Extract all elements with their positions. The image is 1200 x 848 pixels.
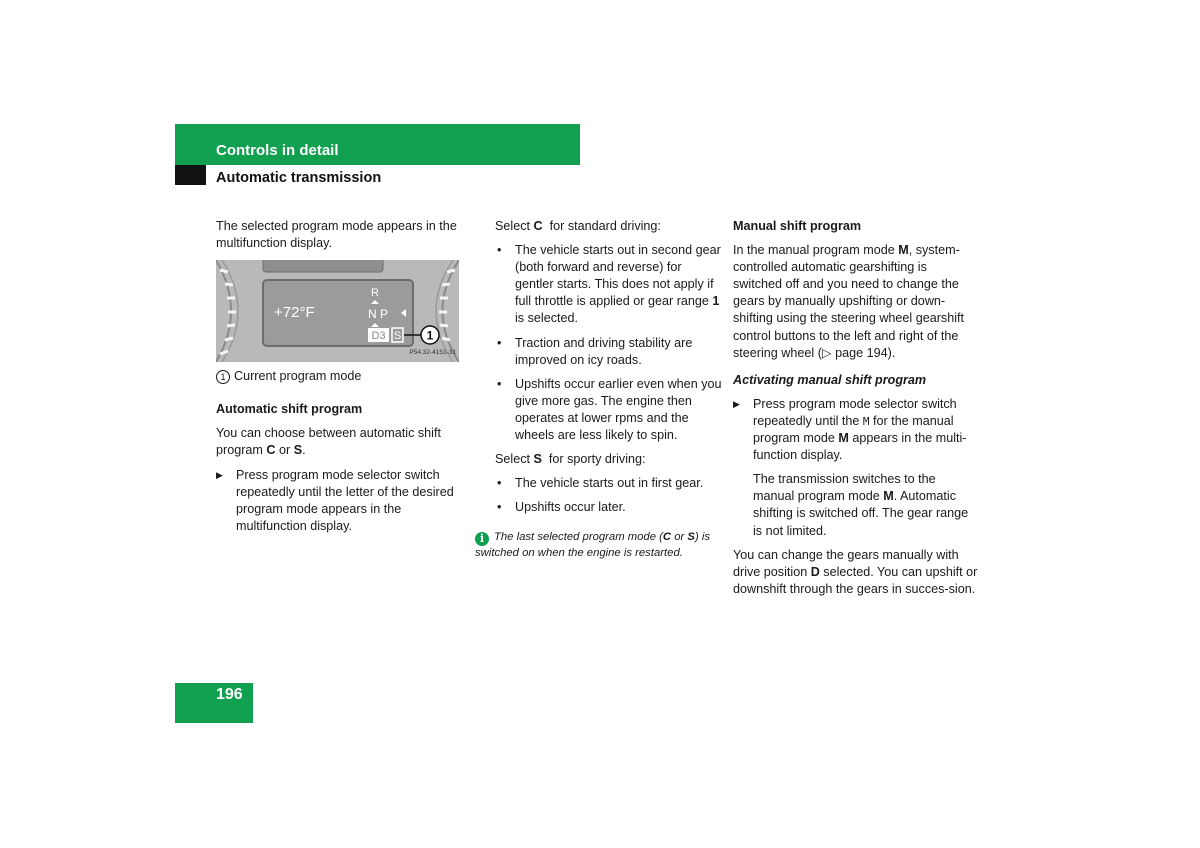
text-span: or bbox=[671, 531, 688, 544]
instruction-step bbox=[733, 396, 978, 464]
text-span: Select bbox=[495, 219, 534, 233]
list-item bbox=[495, 242, 723, 327]
figure-code: P54.32-4151-31 bbox=[409, 349, 456, 357]
drive-position-d: D bbox=[810, 564, 820, 579]
page-number: 196 bbox=[216, 686, 243, 703]
list-item bbox=[495, 475, 723, 492]
intro-paragraph: The selected program mode appears in the multifunction display. bbox=[216, 219, 457, 251]
text-span: selected. You can upshift or downshift through the gears in succes-sion. bbox=[733, 564, 978, 596]
caption-number: 1 bbox=[216, 370, 230, 384]
text-span: for the manual program mode bbox=[753, 413, 954, 446]
info-note bbox=[475, 530, 725, 561]
list-item bbox=[495, 335, 723, 369]
text-span: You can change the gears manually with drive position bbox=[733, 547, 959, 579]
list-item bbox=[495, 376, 723, 444]
gear-range-1: 1 bbox=[712, 294, 720, 309]
manual-gears-paragraph bbox=[733, 547, 978, 598]
text-span: The vehicle starts out in second gear (both forward and reverse) for gentler starts. This does not apply if full throttle is applied or gear range bbox=[515, 243, 721, 309]
activating-manual-heading: Activating manual shift program bbox=[733, 372, 927, 387]
section-subtitle: Automatic transmission bbox=[216, 170, 382, 186]
program-s: S bbox=[687, 531, 695, 544]
text-span: The vehicle starts out in first gear. bbox=[515, 476, 704, 491]
step-text: Press program mode selector switch repeatedly until the letter of the desired program mode appears in the multifunction display. bbox=[236, 467, 454, 533]
figure-caption bbox=[216, 368, 461, 385]
text-span: appears in the multi-function display. bbox=[753, 431, 967, 463]
program-s: S bbox=[293, 443, 303, 458]
program-m: M bbox=[883, 489, 894, 504]
text-span: ). bbox=[887, 345, 896, 360]
program-mode-letter: S bbox=[393, 330, 402, 343]
gear-range-label: D3 bbox=[371, 330, 386, 343]
step-arrow-icon: ▶ bbox=[216, 469, 223, 480]
text-span: or bbox=[275, 443, 294, 458]
section-title: Controls in detail bbox=[216, 142, 339, 159]
bullet-icon: • bbox=[497, 335, 502, 350]
text-span: The transmission switches to the manual program mode bbox=[753, 472, 936, 504]
text-span: Upshifts occur earlier even when you give more gas. The engine then operates at lower rpms and the wheels are less likely to spin. bbox=[515, 376, 722, 443]
program-m: M bbox=[838, 431, 849, 446]
text-span: Traction and driving stability are improved on icy roads. bbox=[515, 335, 693, 367]
program-c: C bbox=[662, 531, 672, 544]
text-span: is selected. bbox=[515, 311, 578, 326]
manual-shift-paragraph bbox=[733, 242, 978, 362]
page-reference: ▷ page 194 bbox=[821, 345, 888, 360]
caption-text: Current program mode bbox=[234, 369, 362, 384]
program-c: C bbox=[266, 443, 276, 458]
text-span: In the manual program mode bbox=[733, 243, 899, 258]
automatic-shift-heading: Automatic shift program bbox=[216, 402, 363, 417]
column-1 bbox=[216, 218, 461, 542]
temperature-readout: +72°F bbox=[274, 304, 315, 322]
manual-shift-heading: Manual shift program bbox=[733, 219, 862, 233]
header-marker bbox=[175, 165, 206, 185]
step-result bbox=[733, 471, 978, 539]
program-c: C bbox=[533, 219, 543, 233]
text-span: . Automatic shifting is switched off. The gear range is not limited. bbox=[753, 489, 969, 538]
text-span: Press program mode selector switch repeatedly until the bbox=[753, 396, 957, 428]
bullet-icon: • bbox=[497, 476, 502, 491]
info-icon: i bbox=[475, 532, 489, 546]
instruction-step bbox=[216, 467, 461, 535]
column-2 bbox=[475, 218, 723, 561]
text-span: . bbox=[302, 443, 306, 458]
text-span: for sporty driving: bbox=[541, 452, 646, 467]
gear-np-label: N P bbox=[367, 307, 389, 322]
text-span: Select bbox=[495, 452, 534, 467]
text-span: The last selected program mode ( bbox=[494, 531, 663, 544]
program-m: M bbox=[898, 243, 909, 258]
bullet-icon: • bbox=[497, 376, 502, 391]
select-c-line bbox=[495, 218, 723, 235]
gear-r-label: R bbox=[371, 287, 379, 300]
text-span: ) is switched on when the engine is restarted. bbox=[475, 531, 711, 560]
automatic-shift-paragraph bbox=[216, 425, 461, 459]
column-3 bbox=[733, 218, 978, 605]
select-s-line bbox=[495, 451, 723, 468]
program-s: S bbox=[533, 452, 542, 467]
display-symbol-m: M bbox=[862, 414, 870, 428]
list-item bbox=[495, 499, 723, 516]
text-span: for standard driving: bbox=[542, 219, 661, 233]
bullet-icon: • bbox=[497, 500, 502, 515]
step-arrow-icon: ▶ bbox=[733, 398, 740, 409]
bullet-icon: • bbox=[497, 243, 502, 258]
multifunction-display-figure bbox=[216, 260, 459, 362]
text-span: You can choose between automatic shift program bbox=[216, 426, 441, 458]
text-span: , system-controlled automatic gearshifting is switched off and you need to change the gears by manually upshifting or down-shifting using the steering wheel gearshift control buttons to the left and right of the steering wheel ( bbox=[733, 243, 965, 360]
text-span: Upshifts occur later. bbox=[515, 500, 626, 515]
callout-number: 1 bbox=[426, 328, 434, 343]
